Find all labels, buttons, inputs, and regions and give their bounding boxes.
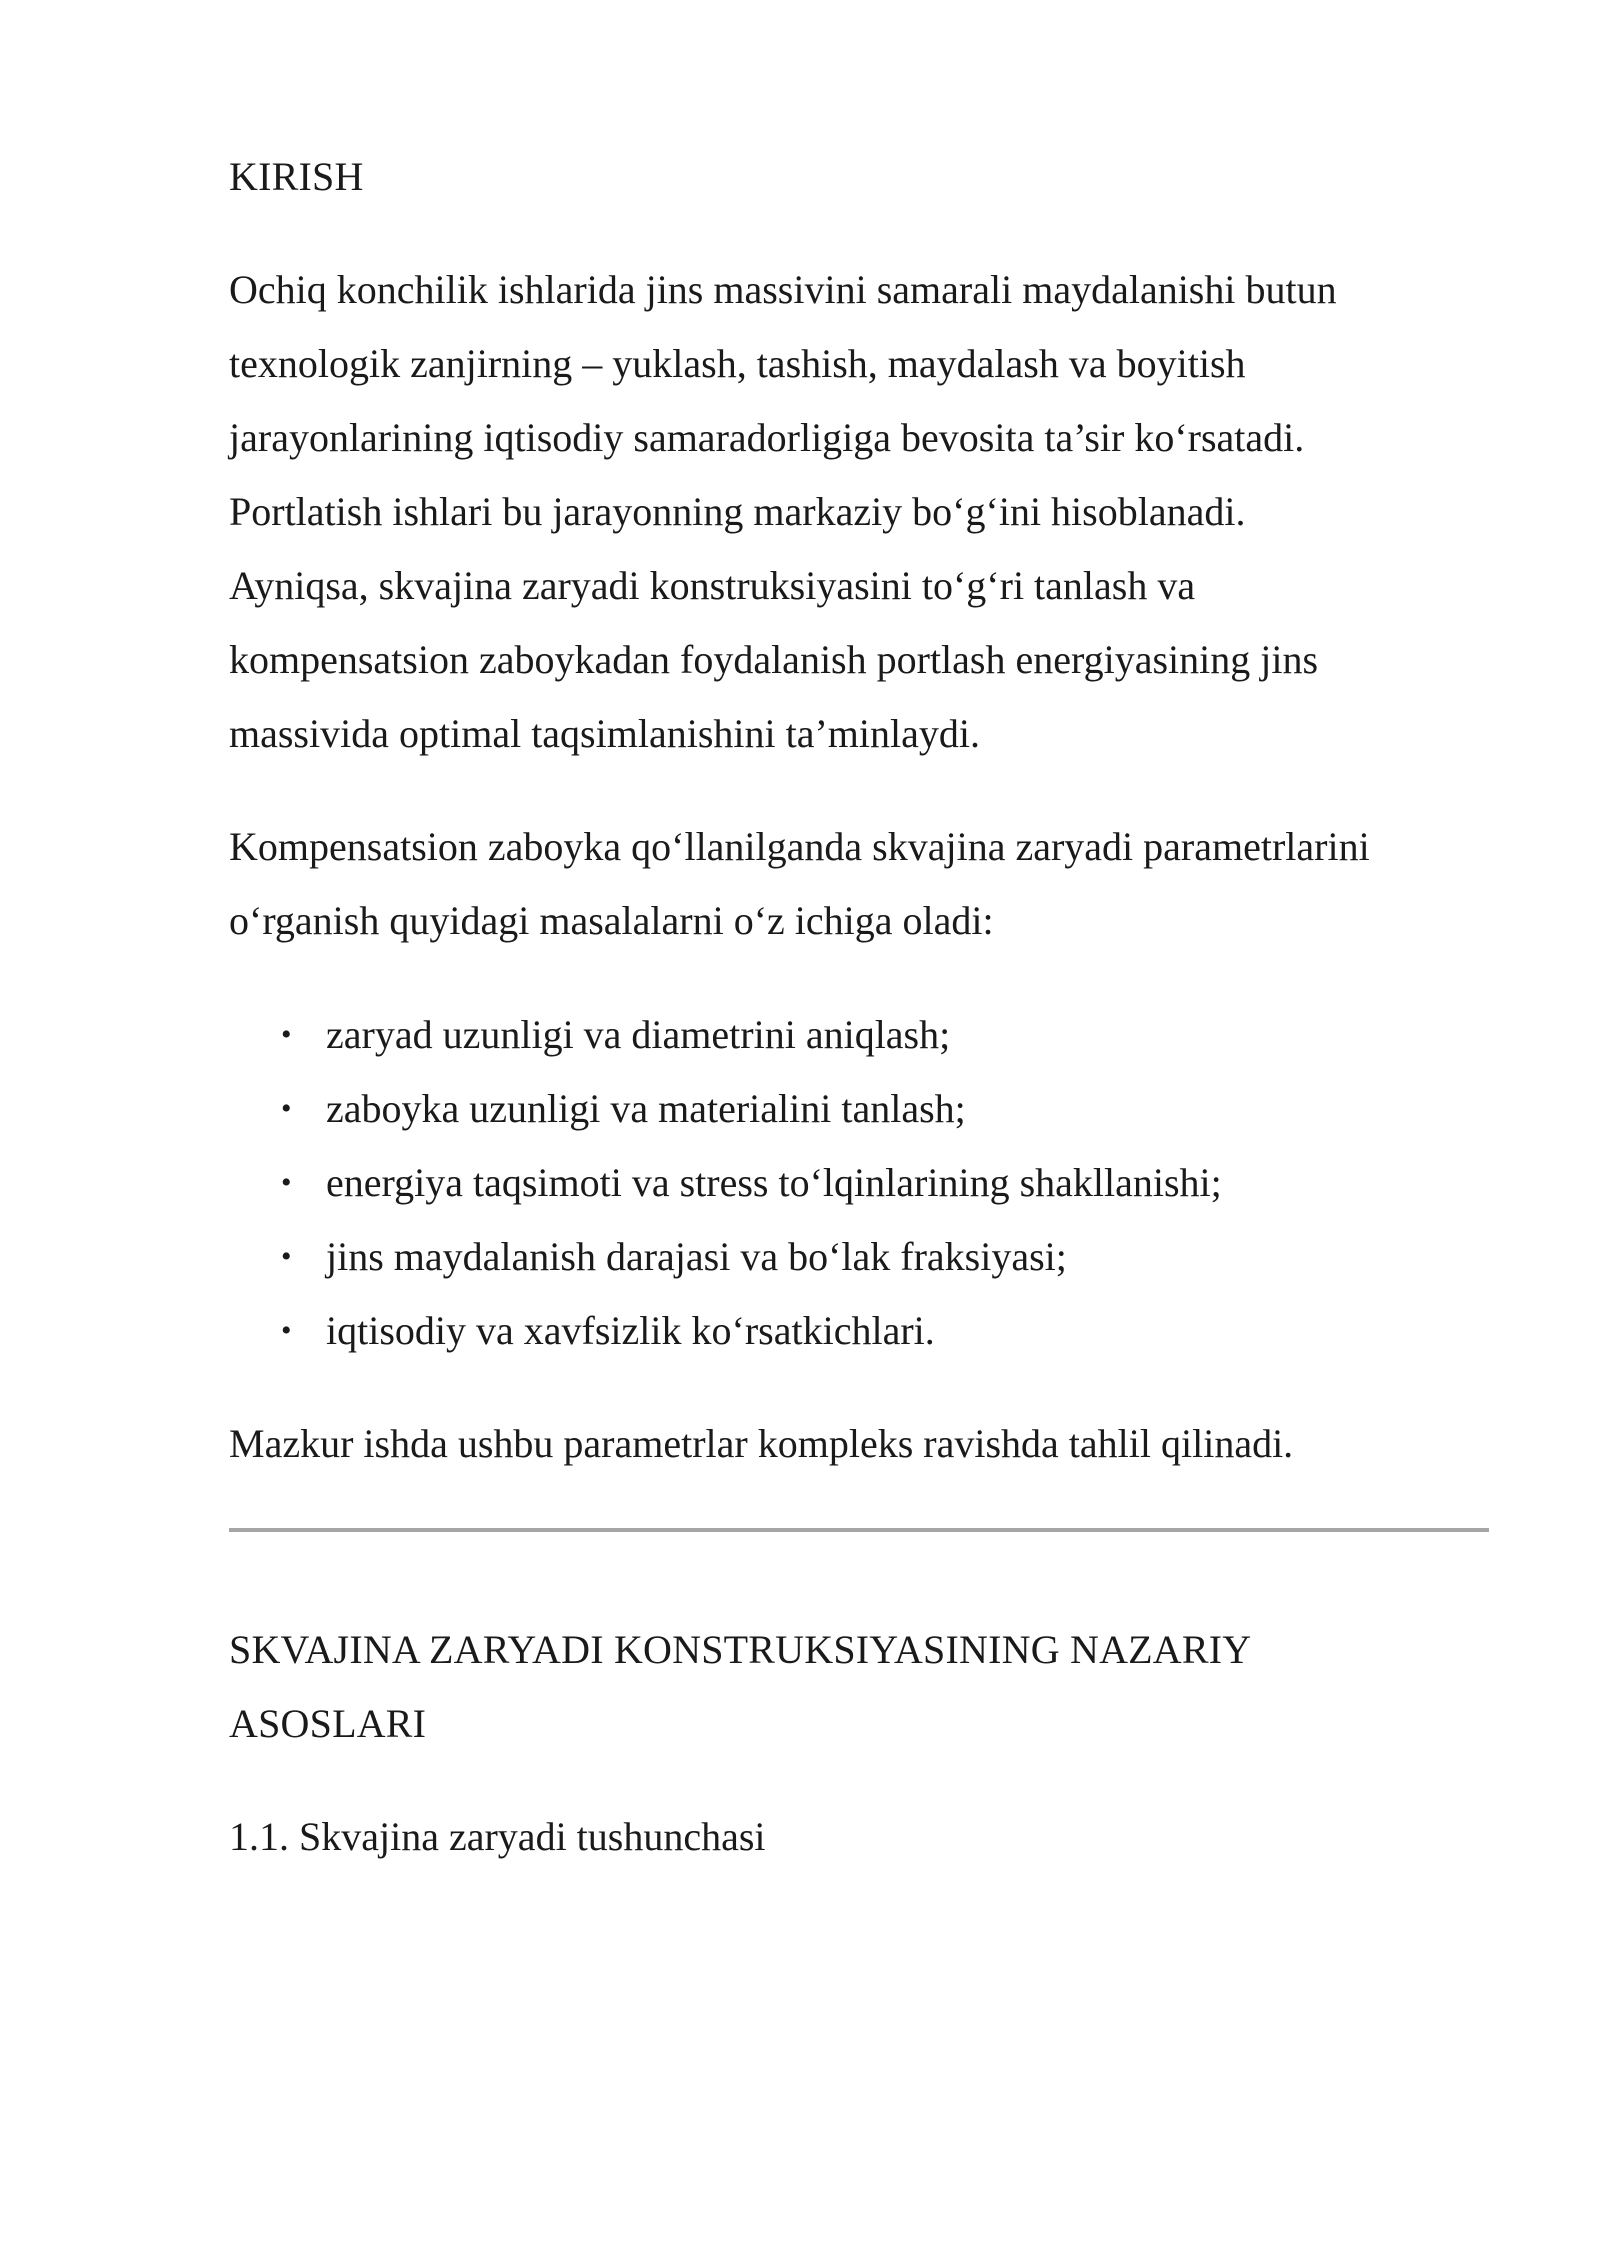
text-line: texnologik zanjirning – yuklash, tashish, maydalash va boyitish — [229, 341, 1246, 386]
bullet-icon: • — [281, 1018, 292, 1051]
intro-paragraph-2 — [229, 810, 1370, 958]
text-line: Kompensatsion zaboyka qo‘llanilganda skvajina zaryadi parametrlarini — [229, 824, 1370, 869]
bullet-icon: • — [281, 1092, 292, 1125]
section-1-heading — [229, 1613, 1251, 1761]
text-line: o‘rganish quyidagi masalalarni o‘z ichiga oladi: — [229, 898, 994, 943]
bullet-icon: • — [281, 1240, 292, 1273]
list-item: • energiya taqsimoti va stress to‘lqinlarining shakllanishi; — [229, 1146, 1489, 1220]
text-line: Portlatish ishlari bu jarayonning markaziy bo‘g‘ini hisoblanadi. — [229, 489, 1246, 534]
text-line: kompensatsion zaboykadan foydalanish portlash energiyasining jins — [229, 637, 1319, 682]
list-item: • jins maydalanish darajasi va bo‘lak fraksiyasi; — [229, 1220, 1489, 1294]
text-line: Ayniqsa, skvajina zaryadi konstruksiyasini to‘g‘ri tanlash va — [229, 563, 1196, 608]
intro-paragraph-1 — [229, 253, 1337, 771]
intro-heading: KIRISH — [229, 154, 364, 199]
heading-line: ASOSLARI — [229, 1701, 427, 1746]
text-line: Ochiq konchilik ishlarida jins massivini samarali maydalanishi butun — [229, 267, 1337, 312]
heading-line: SKVAJINA ZARYADI KONSTRUKSIYASINING NAZARIY — [229, 1627, 1252, 1672]
text-line: jarayonlarining iqtisodiy samaradorligiga bevosita ta’sir ko‘rsatadi. — [229, 415, 1305, 460]
list-item: • zaboyka uzunligi va materialini tanlash; — [229, 1072, 1489, 1146]
bullet-list — [229, 998, 1489, 1368]
bullet-icon: • — [281, 1166, 292, 1199]
intro-conclusion: Mazkur ishda ushbu parametrlar kompleks ravishda tahlil qilinadi. — [229, 1421, 1294, 1466]
list-item: • zaryad uzunligi va diametrini aniqlash; — [229, 998, 1489, 1072]
horizontal-rule — [229, 1528, 1489, 1532]
list-item: • iqtisodiy va xavfsizlik ko‘rsatkichlari. — [229, 1294, 1489, 1368]
bullet-icon: • — [281, 1314, 292, 1347]
section-1-1-subheading: 1.1. Skvajina zaryadi tushunchasi — [229, 1814, 766, 1859]
text-line: massivida optimal taqsimlanishini ta’minlaydi. — [229, 711, 981, 756]
